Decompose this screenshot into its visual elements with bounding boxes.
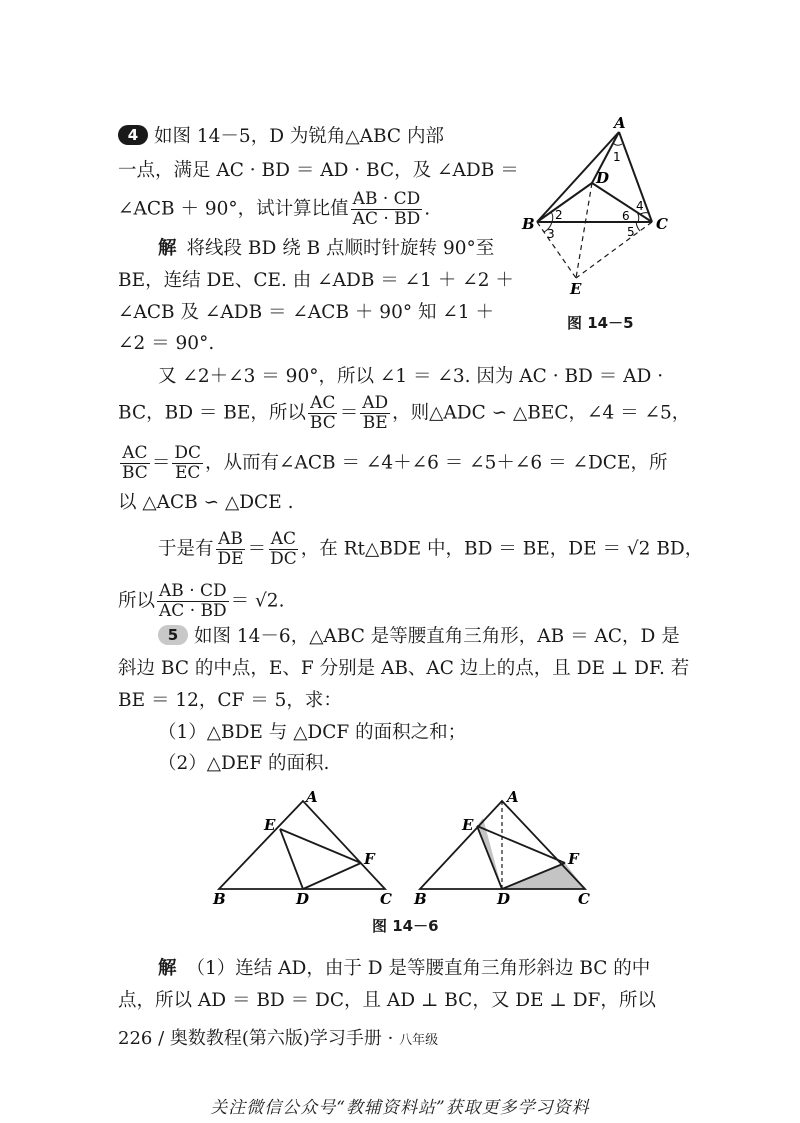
- right-label-C: C: [578, 890, 590, 908]
- figure-14-5: [510, 115, 680, 305]
- solution4-line6: BC，BD ＝ BE，所以 $\frac{AC}{BC}$ ＝ $\frac{AD}{BE}$ ，则△ADC ∽ △BEC，∠4 ＝ ∠5，: [118, 393, 691, 433]
- problem5-line2: 斜边 BC 的中点，E、F 分别是 AB、AC 边上的点，且 DE ⊥ DF. 若: [118, 658, 690, 679]
- figure-14-6-caption: 图 14－6: [372, 917, 439, 935]
- label-D: D: [596, 169, 610, 187]
- problem-number-badge: 5: [158, 625, 188, 645]
- grade-label: 八年级: [399, 1033, 439, 1048]
- problem4-line2: 一点，满足 AC · BD ＝ AD · BC，及 ∠ADB ＝: [118, 160, 519, 181]
- solution4-line9: 于是有 $\frac{AB}{DE}$ ＝ $\frac{AC}{DC}$ ，在 Rt△BDE 中，BD ＝ BE，DE ＝ √2 BD，: [158, 529, 704, 569]
- solution4-line2: BE，连结 DE、CE. 由 ∠ADB ＝ ∠1 ＋ ∠2 ＋: [118, 270, 514, 291]
- right-label-D: D: [497, 890, 511, 908]
- solution4-line1: 解 将线段 BD 绕 B 点顺时针旋转 90°至: [158, 238, 495, 259]
- solution5-line2: 点，所以 AD ＝ BD ＝ DC，且 AD ⊥ BC，又 DE ⊥ DF，所以: [118, 990, 656, 1011]
- solution4-line4: ∠2 ＝ 90°.: [118, 333, 215, 354]
- fraction: $\frac{AD}{BE}$: [362, 393, 389, 433]
- problem5-question1: （1）△BDE 与 △DCF 的面积之和；: [158, 722, 467, 743]
- figure-14-5-caption: 图 14－5: [567, 314, 634, 332]
- angle-label-1: 1: [613, 150, 621, 164]
- angle-label-3: 3: [547, 227, 555, 241]
- left-label-F: F: [364, 850, 375, 868]
- fraction: $\frac{AC}{BC}$: [122, 443, 148, 483]
- angle-label-2: 2: [555, 208, 563, 222]
- fraction: $\frac{AB}{DE}$: [217, 529, 244, 569]
- angle-mark-2: [551, 212, 553, 222]
- figure-14-6: [205, 785, 605, 910]
- angle-mark-5: [636, 222, 640, 231]
- problem-number-badge: 4: [118, 125, 148, 145]
- left-label-C: C: [380, 890, 392, 908]
- solution5-line1: 解 （1）连结 AD，由于 D 是等腰直角三角形斜边 BC 的中: [158, 958, 651, 979]
- ratio-fraction: $\frac{AB \cdot CD}{AC \cdot BD}$: [352, 189, 421, 229]
- left-label-D: D: [296, 890, 310, 908]
- angle-label-6: 6: [622, 209, 630, 223]
- angle-label-4: 4: [636, 199, 644, 213]
- figure-14-6-left: [219, 801, 385, 889]
- solution4-line8: 以 △ACB ∽ △DCE .: [118, 492, 294, 513]
- fraction: $\frac{DC}{EC}$: [174, 443, 201, 483]
- segment-BE: [537, 222, 576, 278]
- problem5-line3: BE ＝ 12，CF ＝ 5，求：: [118, 690, 342, 711]
- segment-CE: [576, 222, 652, 278]
- segment-DE: [576, 183, 592, 278]
- fraction: $\frac{AC}{BC}$: [309, 393, 336, 433]
- book-title: / 奥数教程(第六版)学习手册 ·: [158, 1028, 394, 1049]
- label-C: C: [656, 215, 668, 233]
- solution-label: 解: [158, 958, 177, 979]
- fraction: $\frac{AB \cdot CD}{AC \cdot BD}$: [159, 581, 227, 621]
- left-label-B: B: [213, 890, 226, 908]
- figure-14-6-right: [420, 801, 585, 889]
- label-B: B: [522, 215, 535, 233]
- watermark-text: 关注微信公众号“教辅资料站”获取更多学习资料: [210, 1098, 590, 1118]
- page-number: 226: [118, 1028, 153, 1049]
- label-E: E: [570, 280, 582, 298]
- solution4-line3: ∠ACB 及 ∠ADB ＝ ∠ACB ＋ 90° 知 ∠1 ＋: [118, 302, 494, 323]
- left-label-A: A: [306, 788, 318, 806]
- solution4-line5: 又 ∠2＋∠3 ＝ 90°，所以 ∠1 ＝ ∠3. 因为 AC · BD ＝ AD ·: [158, 366, 664, 387]
- right-label-B: B: [414, 890, 427, 908]
- problem4-line1: 4 如图 14－5，D 为锐角△ABC 内部: [118, 124, 444, 150]
- solution-label: 解: [158, 238, 177, 259]
- left-label-E: E: [264, 816, 276, 834]
- solution4-line10: 所以 $\frac{AB \cdot CD}{AC \cdot BD}$ ＝ √2.: [118, 581, 285, 621]
- angle-label-5: 5: [627, 225, 635, 239]
- solution4-line7: $\frac{AC}{BC}$ ＝ $\frac{DC}{EC}$ ，从而有∠ACB ＝ ∠4＋∠6 ＝ ∠5＋∠6 ＝ ∠DCE，所: [122, 443, 668, 483]
- right-label-E: E: [462, 816, 474, 834]
- problem4-line3: ∠ACB ＋ 90°，试计算比值 $\frac{AB \cdot CD}{AC \cdot BD}$ .: [118, 189, 431, 229]
- fraction: $\frac{AC}{DC}$: [270, 529, 297, 569]
- page-footer: [118, 1024, 438, 1050]
- angle-mark-1: [613, 143, 622, 145]
- label-A: A: [614, 115, 626, 132]
- problem5-question2: （2）△DEF 的面积.: [158, 753, 330, 774]
- right-label-F: F: [568, 850, 579, 868]
- right-label-A: A: [507, 788, 519, 806]
- problem5-line1: 5 如图 14－6，△ABC 是等腰直角三角形，AB ＝ AC，D 是: [158, 624, 680, 650]
- segment-BD: [537, 183, 592, 222]
